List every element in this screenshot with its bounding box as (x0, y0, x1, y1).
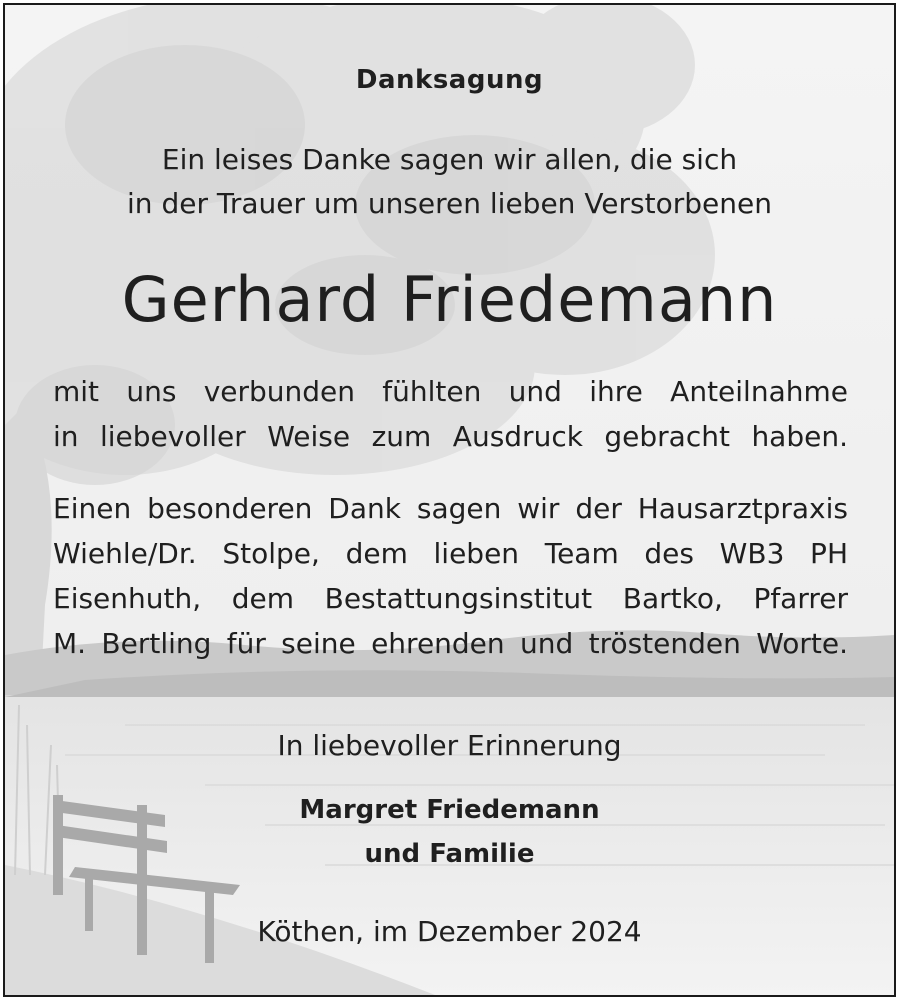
deceased-name: Gerhard Friedemann (121, 263, 778, 336)
intro-text (5, 138, 894, 226)
thanks-paragraph-1 (53, 369, 848, 459)
closing-phrase: In liebevoller Erinnerung (277, 729, 622, 762)
signatory-line-1: Margret Friedemann (299, 795, 600, 825)
thanks-paragraph-2 (53, 486, 848, 666)
paragraph1-line-2: in liebevoller Weise zum Ausdruck gebracht haben. (53, 420, 848, 453)
paragraph2-line-3: Eisenhuth, dem Bestattungsinstitut Bartko, Pfarrer (53, 582, 848, 615)
paragraph2-line-4: M. Bertling für seine ehrenden und tröstenden Worte. (53, 627, 848, 660)
notice-frame (3, 3, 896, 997)
notice-heading: Danksagung (355, 65, 544, 95)
paragraph2-line-2: Wiehle/Dr. Stolpe, dem lieben Team des WB3 PH (53, 537, 848, 570)
signatories (5, 788, 894, 876)
paragraph2-line-1: Einen besonderen Dank sagen wir der Hausarztpraxis (53, 492, 848, 525)
place-date: Köthen, im Dezember 2024 (257, 915, 642, 948)
intro-line-1: Ein leises Danke sagen wir allen, die sich (161, 143, 738, 176)
paragraph1-line-1: mit uns verbunden fühlten und ihre Anteilnahme (53, 375, 848, 408)
intro-line-2: in der Trauer um unseren lieben Verstorbenen (127, 187, 772, 220)
signatory-line-2: und Familie (364, 839, 535, 869)
